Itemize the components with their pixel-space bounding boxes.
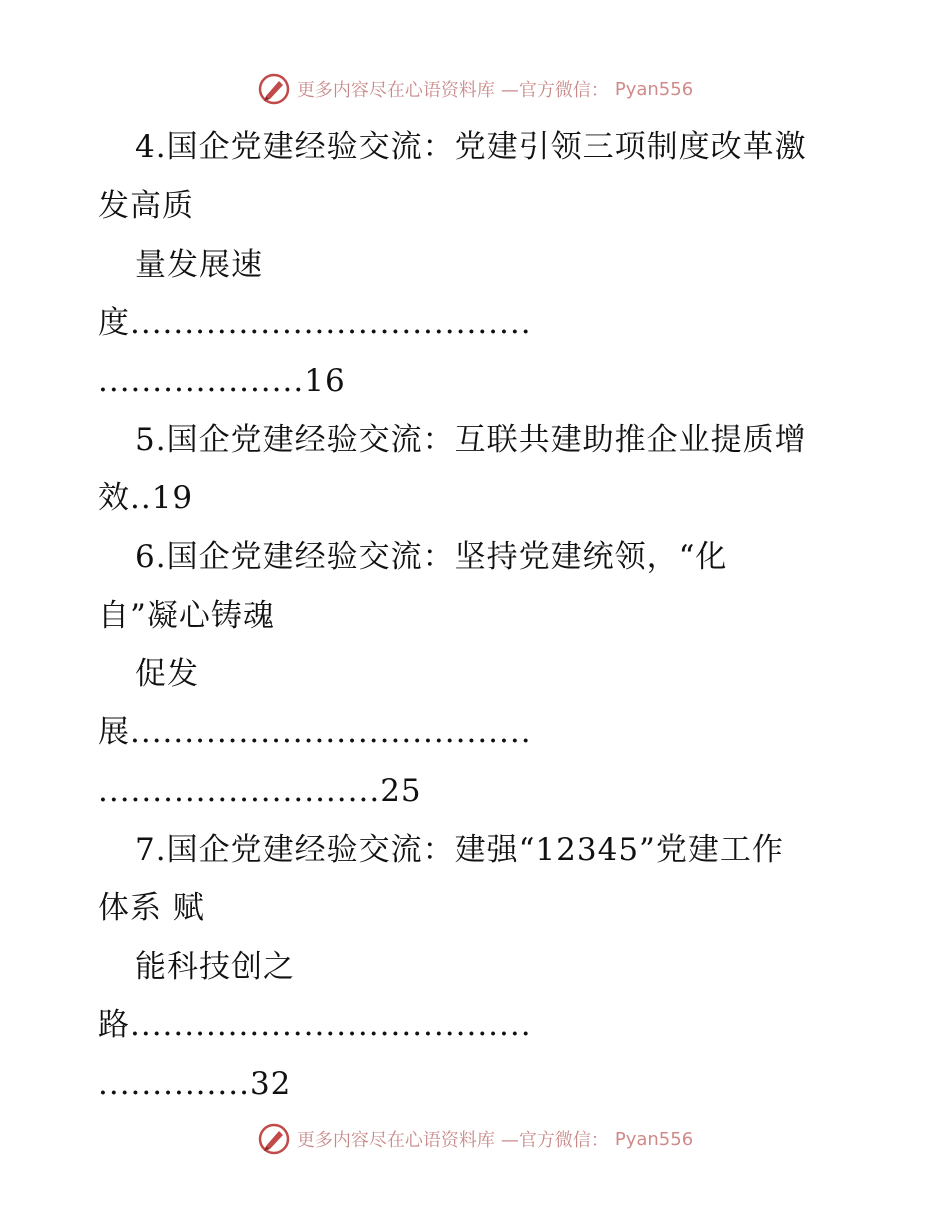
toc-entry-4-leader: 度..................................... bbox=[98, 305, 532, 341]
toc-entry-7-title-cont: 体系 赋 bbox=[98, 890, 205, 926]
pen-logo-icon bbox=[257, 1122, 291, 1156]
watermark-wechat-id: Pyan556 bbox=[614, 78, 694, 100]
toc-entry-5-page: 效..19 bbox=[98, 480, 194, 516]
watermark-official-label: —官方微信： bbox=[500, 80, 609, 101]
watermark-brand: 更多内容尽在心语资料库 bbox=[296, 80, 495, 101]
pen-logo-icon bbox=[257, 72, 291, 106]
toc-entry-4-title: 4.国企党建经验交流：党建引领三项制度改革激 bbox=[135, 129, 807, 165]
watermark-official-label: —官方微信： bbox=[500, 1130, 609, 1151]
toc-entry-6-subtitle: 促发 bbox=[135, 656, 199, 692]
toc-entry-7-subtitle: 能科技创之 bbox=[135, 949, 295, 985]
footer-watermark bbox=[0, 1122, 950, 1156]
watermark-brand: 更多内容尽在心语资料库 bbox=[296, 1130, 495, 1151]
toc-entry-5-title: 5.国企党建经验交流：互联共建助推企业提质增 bbox=[135, 422, 807, 458]
toc-entry-4-title-cont: 发高质 bbox=[98, 188, 194, 224]
toc-entry-7-title: 7.国企党建经验交流：建强“12345”党建工作 bbox=[135, 832, 784, 868]
toc-entry-4-page: ...................16 bbox=[98, 363, 346, 399]
toc-entry-7-page: ..............32 bbox=[98, 1066, 292, 1102]
header-watermark bbox=[0, 72, 950, 106]
watermark-wechat-id: Pyan556 bbox=[614, 1128, 694, 1150]
toc-entry-6-title-cont: 自”凝心铸魂 bbox=[98, 598, 275, 634]
toc-entry-4-subtitle: 量发展速 bbox=[135, 247, 263, 283]
toc-entry-6-title: 6.国企党建经验交流：坚持党建统领，“化 bbox=[135, 539, 728, 575]
toc-entry-6-page: ..........................25 bbox=[98, 773, 422, 809]
toc-entry-7-leader: 路..................................... bbox=[98, 1007, 532, 1043]
toc-entry-6-leader: 展..................................... bbox=[98, 714, 532, 750]
